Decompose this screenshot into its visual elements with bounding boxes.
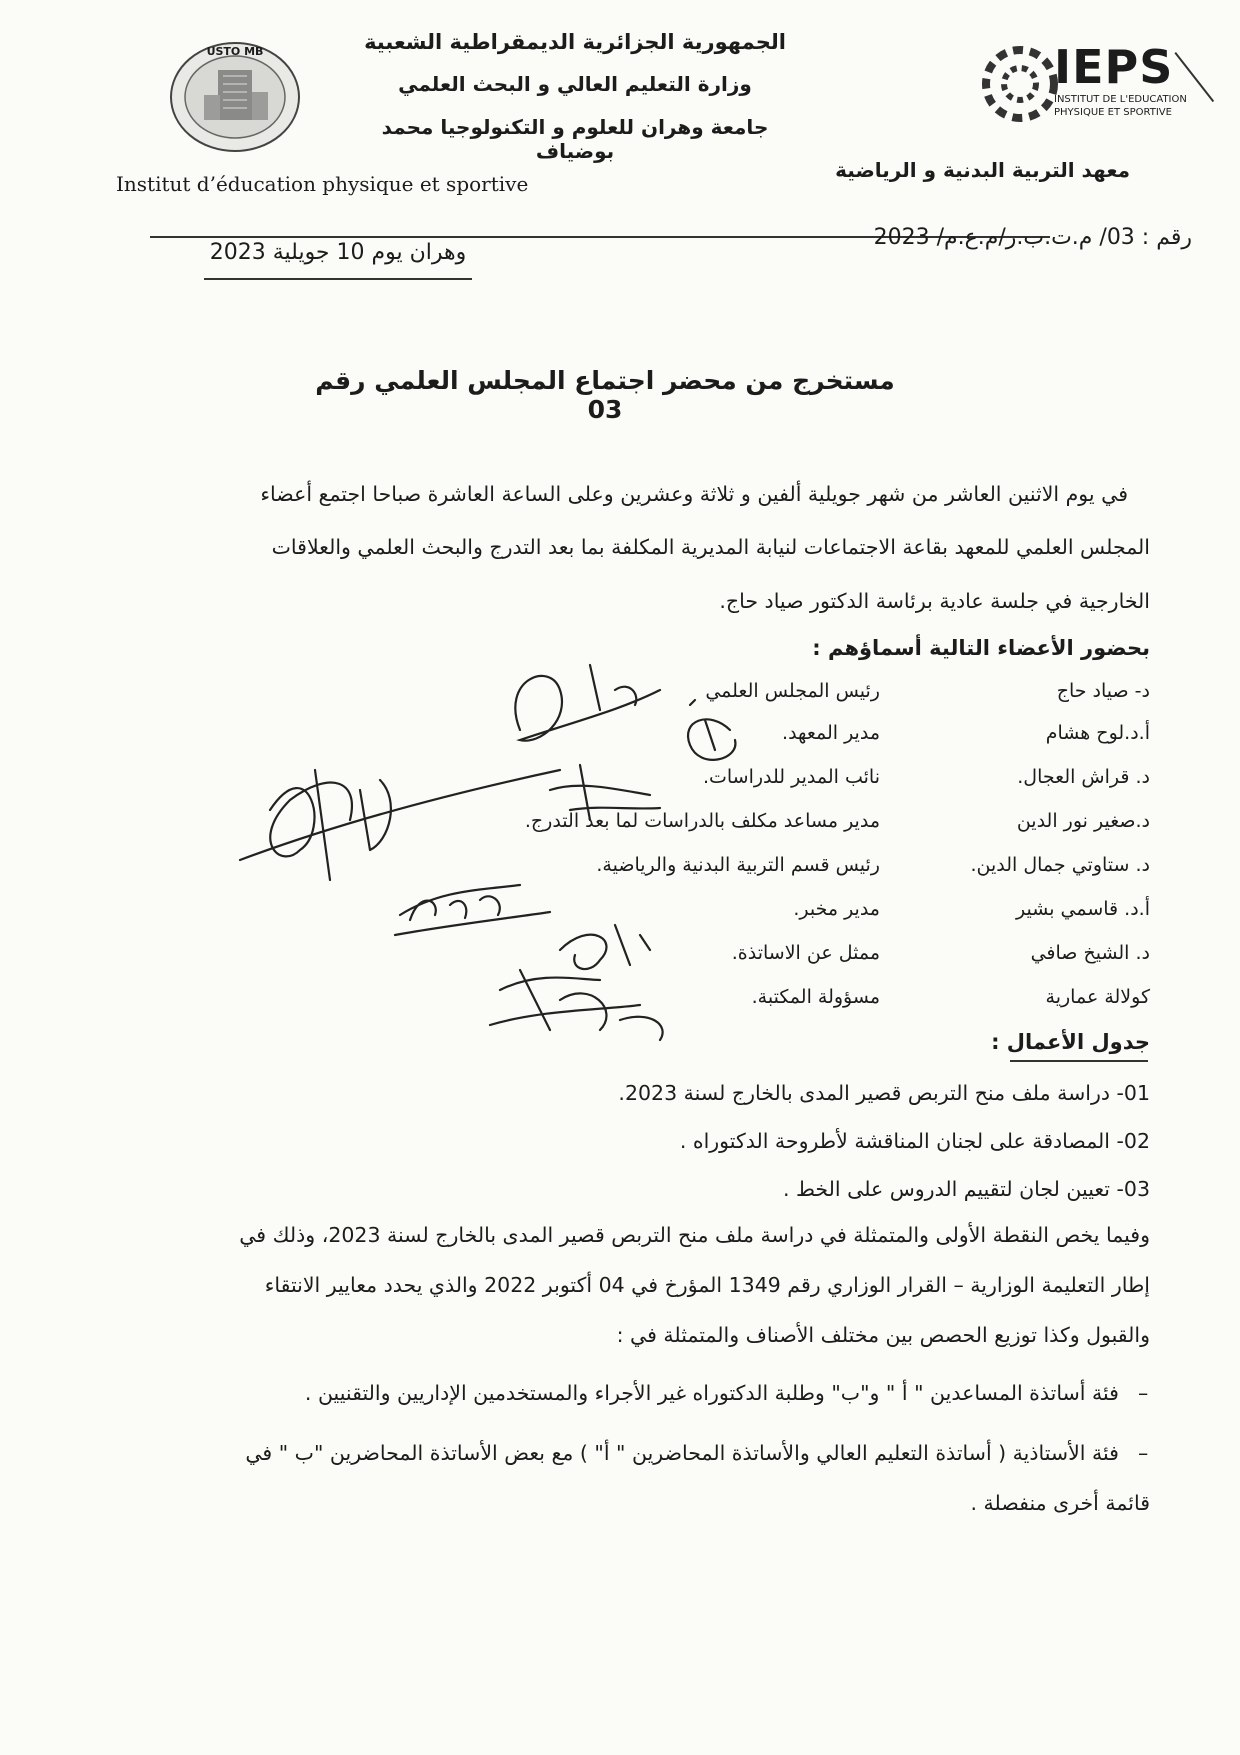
reference-number: رقم : 03/ م.ت.ب.ر/م.ع.م/ 2023 (873, 225, 1192, 250)
member-role: مدير مخبر. (793, 898, 880, 920)
intro-line-3: الخارجية في جلسة عادية برئاسة الدكتور صياد حاج. (719, 589, 1150, 613)
member-role: مدير المعهد. (782, 722, 880, 744)
member-name: أ.د. قاسمي بشير (1016, 898, 1150, 920)
member-role: نائب المدير للدراسات. (702, 766, 880, 788)
member-role: رئيس المجلس العلمي (705, 680, 880, 702)
intro-line-2: المجلس العلمي للمعهد بقاعة الاجتماعات لنيابة المديرية المكلفة بما بعد التدرج والبحث العلمي والعلاقات (271, 535, 1150, 559)
university-line: جامعة وهران للعلوم و التكنولوجيا محمد بوضياف (381, 115, 769, 163)
member-name: كولالة عمارية (1045, 986, 1150, 1008)
university-seal (168, 40, 302, 154)
agenda-item: 02- المصادقة على لجنان المناقشة لأطروحة الدكتوراه . (679, 1129, 1150, 1153)
bullet-item: فئة الأستاذية ( أساتذة التعليم العالي والأساتذة المحاضرين " أ" ) مع بعض الأساتذة المحاضرين "ب " في (245, 1441, 1119, 1465)
ieps-logo-sub2: PHYSIQUE ET SPORTIVE (1054, 107, 1172, 118)
seal-text: USTO MB (206, 45, 264, 58)
member-name: د. قراش العجال. (1017, 766, 1150, 788)
point1-line-3: والقبول وكذا توزيع الحصص بين مختلف الأصناف والمتمثلة في : (616, 1323, 1150, 1347)
agenda-item: 01- دراسة ملف منح التربص قصير المدى بالخارج لسنة 2023. (618, 1081, 1150, 1105)
intro-line-1: في يوم الاثنين العاشر من شهر جويلية ألفين و ثلاثة وعشرين وعلى الساعة العاشرة صباحا اجتمع أعضاء (260, 482, 1128, 506)
document-title: مستخرج من محضر اجتماع المجلس العلمي رقم 03 (315, 366, 895, 424)
agenda-heading-underline (1010, 1060, 1148, 1062)
member-role: مسؤولة المكتبة. (751, 986, 880, 1008)
ieps-emblem-icon (980, 44, 1060, 124)
bullet-item: فئة أساتذة المساعدين " أ " و"ب" وطلبة الدكتوراه غير الأجراء والمستخدمين الإداريين والتقنيين . (304, 1381, 1119, 1405)
member-name: د. ستاوتي جمال الدين. (970, 854, 1150, 876)
member-role: ممثل عن الاساتذة. (731, 942, 880, 964)
member-name: د.صغير نور الدين (1016, 810, 1150, 832)
ministry-line: وزارة التعليم العالي و البحث العلمي (398, 72, 752, 96)
signatures-graphic (220, 650, 780, 1050)
bullet-dash: – (1138, 1441, 1149, 1465)
republic-line: الجمهورية الجزائرية الديمقراطية الشعبية (364, 30, 786, 54)
institute-ar: معهد التربية البدنية و الرياضية (835, 158, 1130, 182)
attendance-heading: بحضور الأعضاء التالية أسماؤهم : (812, 636, 1150, 660)
institute-fr: Institut d’éducation physique et sportive (116, 172, 529, 196)
point1-line-2: إطار التعليمة الوزارية – القرار الوزاري رقم 1349 المؤرخ في 04 أكتوبر 2022 والذي يحدد معايير الانتقاء (264, 1273, 1150, 1297)
ieps-logo-sub1: INSTITUT DE L'EDUCATION (1054, 94, 1187, 105)
agenda-item: 03- تعيين لجان لتقييم الدروس على الخط . (782, 1177, 1150, 1201)
member-role: مدير مساعد مكلف بالدراسات لما بعد التدرج. (524, 810, 880, 832)
member-name: أ.د.لوح هشام (1045, 722, 1150, 744)
bullet-item-continuation: قائمة أخرى منفصلة . (970, 1491, 1150, 1515)
agenda-heading: جدول الأعمال : (991, 1030, 1150, 1054)
member-name: د. الشيخ صافي (1030, 942, 1150, 964)
member-role: رئيس قسم التربية البدنية والرياضية. (596, 854, 880, 876)
date-underline (204, 278, 472, 280)
bullet-dash: – (1138, 1381, 1149, 1405)
member-name: د- صياد حاج (1056, 680, 1150, 702)
ieps-logo-text: IEPS (1054, 40, 1174, 94)
point1-line-1: وفيما يخص النقطة الأولى والمتمثلة في دراسة ملف منح التربص قصير المدى بالخارج لسنة 2023، وذلك في (239, 1223, 1150, 1247)
reference-date: وهران يوم 10 جويلية 2023 (209, 240, 467, 265)
